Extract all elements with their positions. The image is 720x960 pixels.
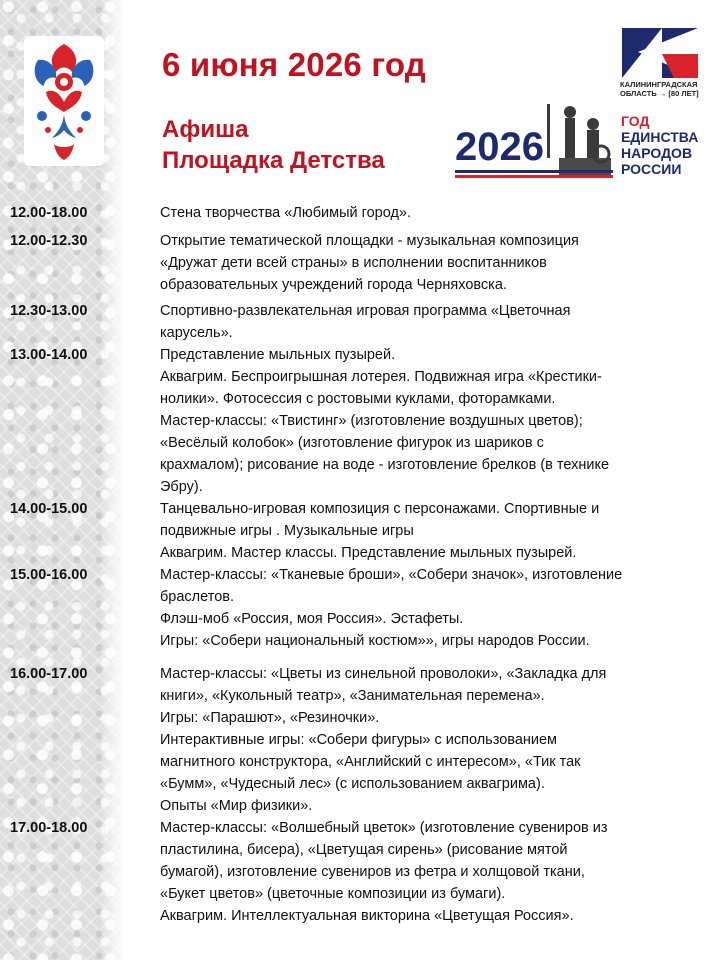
- year-of-unity-logo: [455, 96, 705, 186]
- year-text-line2: ЕДИНСТВА: [621, 129, 699, 145]
- region-caption-line1: КАЛИНИНГРАДСКАЯ: [620, 80, 698, 89]
- schedule-description-line: подвижные игры . Музыкальные игры: [160, 523, 414, 539]
- subtitle-afisha: Афиша: [162, 116, 249, 143]
- folk-flower-emblem: [24, 36, 104, 166]
- schedule-time: 17.00-18.00: [10, 820, 88, 836]
- schedule-description-line: браслетов.: [160, 589, 235, 605]
- schedule-description-line: Игры: «Собери национальный костюм»», игры народов России.: [160, 633, 590, 649]
- schedule-description-line: Мастер-классы: «Твистинг» (изготовление воздушных цветов);: [160, 413, 583, 429]
- schedule-description-line: Стена творчества «Любимый город».: [160, 205, 412, 221]
- schedule-description-line: Эбру).: [160, 479, 203, 495]
- region-flag-icon: [622, 28, 698, 78]
- schedule-row: [0, 202, 720, 224]
- schedule-description-line: книги», «Кукольный театр», «Занимательная перемена».: [160, 688, 545, 704]
- monument-icon: [547, 104, 611, 178]
- schedule-description: [160, 498, 705, 564]
- schedule-time: 15.00-16.00: [10, 567, 88, 583]
- schedule-description-line: Интерактивные игры: «Собери фигуры» с использованием: [160, 732, 558, 748]
- page-title-date: 6 июня 2026 год: [162, 46, 426, 83]
- schedule-description-line: бумагой), изготовление сувениров из фетра и холщовой ткани,: [160, 864, 585, 880]
- year-text-line1: ГОД: [621, 113, 650, 129]
- region-caption-line2: ОБЛАСТЬ → [80 ЛЕТ]: [620, 89, 699, 98]
- schedule-row: [0, 817, 720, 927]
- schedule-row: [0, 663, 720, 817]
- schedule-description-line: «Весёлый колобок» (изготовление фигурок из шариков с: [160, 435, 544, 451]
- schedule-description-line: «Букет цветов» (цветочные композиции из бумаги).: [160, 886, 506, 902]
- schedule-row: [0, 498, 720, 564]
- year-text-line4: РОССИИ: [621, 161, 682, 177]
- schedule-time: 16.00-17.00: [10, 666, 88, 682]
- schedule-description: [160, 817, 705, 927]
- schedule-description: [160, 230, 705, 296]
- schedule-description-line: Мастер-классы: «Волшебный цветок» (изготовление сувениров из: [160, 820, 608, 836]
- schedule-description-line: карусель».: [160, 325, 233, 341]
- schedule-time: 14.00-15.00: [10, 501, 88, 517]
- schedule-description-line: пластилина, бисера), «Цветущая сирень» (рисование мятой: [160, 842, 568, 858]
- schedule-row: [0, 230, 720, 296]
- schedule-description: [160, 202, 705, 224]
- schedule-description: [160, 564, 705, 652]
- schedule-row: [0, 344, 720, 498]
- schedule-description-line: Представление мыльных пузырей.: [160, 347, 396, 363]
- schedule-description-line: образовательных учреждений города Черняховска.: [160, 277, 507, 293]
- subtitle-venue: Площадка Детства: [162, 147, 385, 174]
- schedule-time: 13.00-14.00: [10, 347, 88, 363]
- schedule-description-line: Опыты «Мир физики».: [160, 798, 313, 814]
- schedule-description-line: «Бумм», «Чудесный лес» (с использованием аквагрима).: [160, 776, 545, 792]
- year-text-line3: НАРОДОВ: [621, 145, 693, 161]
- schedule-description-line: крахмалом); рисование на воде - изготовление брелков (в технике: [160, 457, 610, 473]
- schedule-time: 12.30-13.00: [10, 303, 88, 319]
- schedule-description-line: Аквагрим. Мастер классы. Представление мыльных пузырей.: [160, 545, 577, 561]
- schedule-description-line: Мастер-классы: «Тканевые броши», «Собери значок», изготовление: [160, 567, 623, 583]
- schedule-description-line: Флэш-моб «Россия, моя Россия». Эстафеты.: [160, 611, 464, 627]
- schedule-description-line: нолики». Фотосессия с ростовыми куклами, фоторамками.: [160, 391, 556, 407]
- schedule-description-line: Игры: «Парашют», «Резиночки».: [160, 710, 380, 726]
- schedule-description: [160, 663, 705, 817]
- schedule-description-line: Открытие тематической площадки - музыкальная композиция: [160, 233, 579, 249]
- schedule-description-line: Мастер-классы: «Цветы из синельной проволоки», «Закладка для: [160, 666, 607, 682]
- schedule-row: [0, 564, 720, 652]
- schedule-time: 12.00-12.30: [10, 233, 88, 249]
- year-number: 2026: [455, 125, 544, 169]
- schedule-description-line: Спортивно-развлекательная игровая программа «Цветочная: [160, 303, 571, 319]
- schedule-description-line: магнитного конструктора, «Английский с интересом», «Тик так: [160, 754, 581, 770]
- schedule-description: [160, 344, 705, 498]
- schedule-row: [0, 300, 720, 344]
- page-subtitle: [162, 114, 385, 176]
- schedule-description: [160, 300, 705, 344]
- schedule-description-line: Танцевально-игровая композиция с персонажами. Спортивные и: [160, 501, 600, 517]
- schedule-list: [0, 202, 720, 927]
- schedule-description-line: Аквагрим. Беспроигрышная лотерея. Подвижная игра «Крестики-: [160, 369, 602, 385]
- schedule-description-line: «Дружат дети всей страны» в исполнении воспитанников: [160, 255, 547, 271]
- schedule-time: 12.00-18.00: [10, 205, 88, 221]
- schedule-description-line: Аквагрим. Интеллектуальная викторина «Цветущая Россия».: [160, 908, 574, 924]
